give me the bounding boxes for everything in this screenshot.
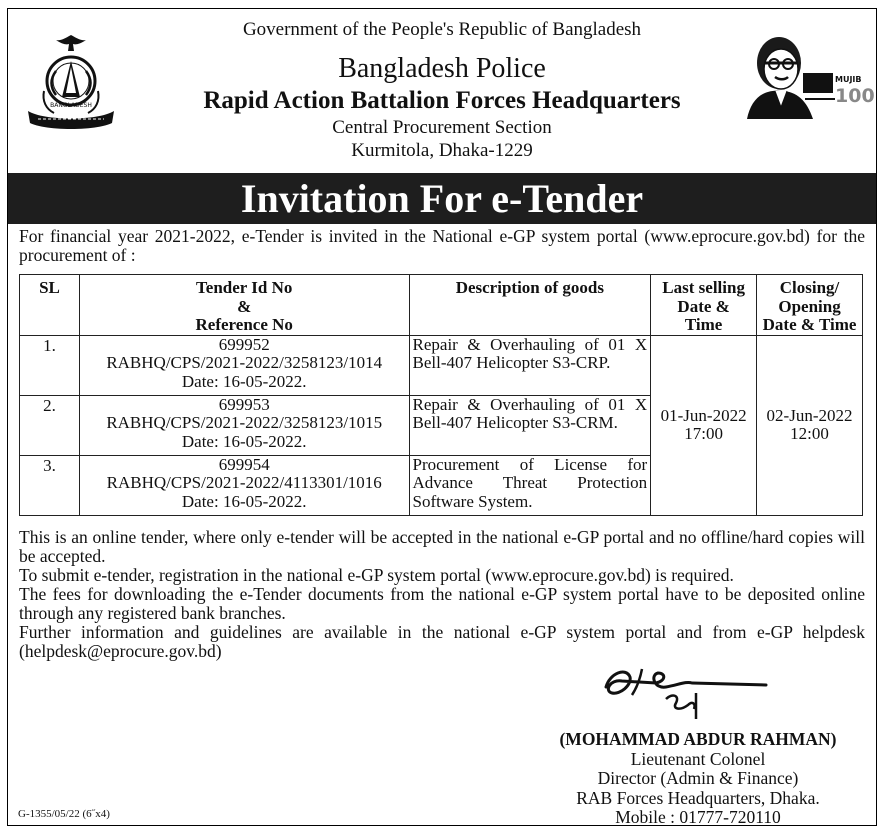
organization-name: Bangladesh Police [338, 53, 546, 84]
intro-paragraph: For financial year 2021-2022, e-Tender is invited in the National e-GP system portal (www.eprocure.gov.bd) for the procurement of : [19, 226, 865, 265]
note-fees: The fees for downloading the e-Tender documents from the national e-GP system portal have to be deposited online through any registered bank branches. [19, 584, 865, 623]
section-name: Central Procurement Section [332, 117, 552, 138]
row-description: Repair & Overhauling of 01 X Bell-407 Helicopter S3-CRM. [409, 395, 651, 455]
row-reference: 699954 RABHQ/CPS/2021-2022/4113301/1016 Date: 16-05-2022. [79, 455, 409, 515]
tender-table [19, 274, 863, 516]
row-description: Repair & Overhauling of 01 X Bell-407 Helicopter S3-CRP. [409, 335, 651, 395]
closing-cell: 02-Jun-2022 12:00 [757, 335, 863, 515]
col-header-tender: Tender Id No & Reference No [79, 275, 409, 336]
table-header-row [20, 275, 863, 336]
table-row [20, 335, 863, 395]
signatory-name: (MOHAMMAD ABDUR RAHMAN) [559, 729, 837, 749]
mujib-100-number: 100 [835, 85, 875, 107]
signatory-block [528, 730, 868, 828]
signatory-designation: Director (Admin & Finance) [597, 768, 799, 788]
mujib-label: MUJIB [835, 75, 862, 84]
handwritten-signature [596, 659, 776, 729]
row-sl: 1. [20, 335, 80, 395]
row-reference: 699953 RABHQ/CPS/2021-2022/3258123/1015 Date: 16-05-2022. [79, 395, 409, 455]
tender-notice-page [7, 8, 877, 826]
notes-section [19, 528, 865, 661]
emblem-text: BANGLADESH [50, 102, 92, 109]
footer-code: G-1355/05/22 (6˝x4) [18, 808, 110, 820]
row-description: Procurement of License for Advance Threat Protection Software System. [409, 455, 651, 515]
page-title: Invitation For e-Tender [8, 173, 876, 224]
government-line: Government of the People's Republic of Bangladesh [242, 19, 642, 40]
last-selling-cell: 01-Jun-2022 17:00 [651, 335, 757, 515]
row-sl: 2. [20, 395, 80, 455]
address: Kurmitola, Dhaka-1229 [351, 140, 533, 161]
col-header-closing: Closing/ Opening Date & Time [757, 275, 863, 336]
row-reference: 699952 RABHQ/CPS/2021-2022/3258123/1014 Date: 16-05-2022. [79, 335, 409, 395]
row-sl: 3. [20, 455, 80, 515]
note-online-tender: This is an online tender, where only e-tender will be accepted in the national e-GP portal and no offline/hard copies will be accepted. [19, 527, 865, 566]
col-header-description: Description of goods [409, 275, 651, 336]
signatory-office: RAB Forces Headquarters, Dhaka. [576, 787, 820, 808]
note-helpdesk: Further information and guidelines are available in the national e-GP system portal and from e-GP helpdesk (helpdesk@eprocure.gov.bd) [19, 622, 865, 661]
col-header-sl: SL [20, 275, 80, 336]
signatory-mobile: Mobile : 01777-720110 [615, 807, 781, 827]
unit-name: Rapid Action Battalion Forces Headquarters [203, 87, 681, 114]
signatory-rank: Lieutenant Colonel [630, 748, 766, 769]
col-header-last-selling: Last selling Date & Time [651, 275, 757, 336]
note-registration: To submit e-tender, registration in the national e-GP system portal (www.eprocure.gov.bd) is required. [19, 565, 734, 585]
